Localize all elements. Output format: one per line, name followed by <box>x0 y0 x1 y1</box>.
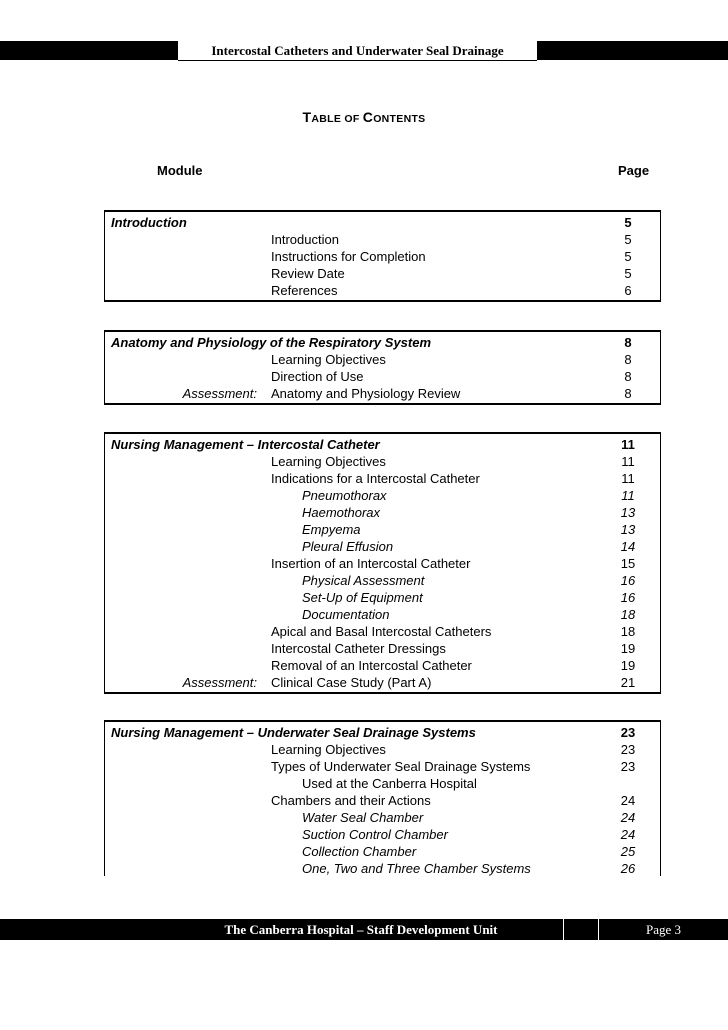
assessment-label: Assessment: <box>182 386 257 401</box>
toc-entry-title: Anatomy and Physiology of the Respiratory System <box>111 335 432 350</box>
toc-entry-title: Pleural Effusion <box>302 539 394 554</box>
toc-entry-page: 6 <box>624 283 632 298</box>
toc-entry-page: 16 <box>620 573 636 588</box>
toc-entry-title: Anatomy and Physiology Review <box>271 386 461 401</box>
footer-page-number: Page 3 <box>645 922 682 937</box>
toc-entry-page: 13 <box>620 522 636 537</box>
toc-entry <box>105 843 660 860</box>
toc-entry-page: 25 <box>620 844 636 859</box>
toc-entry <box>105 809 660 826</box>
toc-entry-page: 14 <box>620 539 636 554</box>
toc-entry-page: 5 <box>624 249 632 264</box>
toc-entry-page: 26 <box>620 861 636 876</box>
toc-entry <box>105 368 660 385</box>
toc-entry <box>105 674 660 691</box>
toc-entry-title: Apical and Basal Intercostal Catheters <box>271 624 492 639</box>
toc-entry <box>105 826 660 843</box>
toc-entry <box>105 606 660 623</box>
toc-entry-title: Pneumothorax <box>302 488 387 503</box>
toc-entry-page: 18 <box>620 607 636 622</box>
toc-entry <box>105 248 660 265</box>
toc-entry <box>105 504 660 521</box>
toc-entry-page: 18 <box>620 624 636 639</box>
toc-entry-title: Learning Objectives <box>271 742 386 757</box>
toc-entry-title: Physical Assessment <box>302 573 425 588</box>
toc-entry-title: Chambers and their Actions <box>271 793 431 808</box>
toc-entry <box>105 572 660 589</box>
toc-entry <box>105 265 660 282</box>
toc-entry-title: Review Date <box>271 266 345 281</box>
toc-entry-page: 13 <box>620 505 636 520</box>
toc-entry <box>105 741 660 758</box>
module-column-header: Module <box>157 163 203 178</box>
toc-entry-title: Intercostal Catheter Dressings <box>271 641 446 656</box>
toc-entry <box>105 775 660 792</box>
header-bar-left <box>0 41 178 60</box>
toc-entry <box>105 231 660 248</box>
toc-entry-title: Indications for a Intercostal Catheter <box>271 471 480 486</box>
toc-section-underwater-seal <box>104 720 661 876</box>
footer-org: The Canberra Hospital – Staff Development Unit <box>224 922 498 937</box>
assessment-label: Assessment: <box>182 675 257 690</box>
toc-entry-page: 5 <box>624 215 632 230</box>
toc-entry-page: 19 <box>620 641 636 656</box>
toc-entry-title: Introduction <box>111 215 187 230</box>
toc-title <box>0 109 728 125</box>
toc-entry-title: Empyema <box>302 522 361 537</box>
toc-entry <box>105 351 660 368</box>
toc-entry <box>105 589 660 606</box>
toc-entry-page: 23 <box>620 742 636 757</box>
toc-title-part: ONTENTS <box>373 113 426 125</box>
toc-entry-page: 11 <box>621 437 635 452</box>
toc-entry <box>105 792 660 809</box>
toc-title-part: C <box>362 109 374 125</box>
toc-entry-page: 23 <box>620 759 636 774</box>
toc-entry-page: 19 <box>620 658 636 673</box>
toc-entry-page: 11 <box>621 471 635 486</box>
toc-section-heading <box>105 436 660 453</box>
toc-entry-title: Collection Chamber <box>302 844 417 859</box>
toc-entry <box>105 453 660 470</box>
toc-section-introduction <box>104 210 661 302</box>
page-column-header: Page <box>618 163 650 178</box>
footer-divider <box>563 919 564 940</box>
toc-entry-title: References <box>271 283 338 298</box>
toc-entry-title: Removal of an Intercostal Catheter <box>271 658 472 673</box>
toc-entry-title: Introduction <box>271 232 339 247</box>
toc-section-intercostal-catheter <box>104 432 661 694</box>
toc-entry-page: 15 <box>620 556 636 571</box>
toc-entry-title: Documentation <box>302 607 390 622</box>
toc-entry <box>105 758 660 775</box>
toc-entry-title: Direction of Use <box>271 369 364 384</box>
toc-entry <box>105 538 660 555</box>
toc-entry-page: 8 <box>624 369 632 384</box>
toc-entry-title: Set-Up of Equipment <box>302 590 423 605</box>
toc-entry-title: Used at the Canberra Hospital <box>302 776 477 791</box>
toc-entry-title: Learning Objectives <box>271 454 386 469</box>
toc-entry <box>105 555 660 572</box>
toc-entry <box>105 860 660 877</box>
toc-entry-title: Haemothorax <box>302 505 381 520</box>
toc-entry <box>105 470 660 487</box>
header-underline <box>178 60 537 61</box>
toc-entry-title: Suction Control Chamber <box>302 827 448 842</box>
header-bar-right <box>537 41 728 60</box>
toc-entry <box>105 487 660 504</box>
toc-section-anatomy <box>104 330 661 405</box>
toc-entry <box>105 521 660 538</box>
toc-entry-title: Instructions for Completion <box>271 249 426 264</box>
toc-entry-title: Types of Underwater Seal Drainage Systems <box>271 759 531 774</box>
toc-entry-page: 5 <box>624 232 632 247</box>
toc-entry-page: 24 <box>620 810 636 825</box>
toc-title-part: T <box>302 109 312 125</box>
toc-entry-page: 16 <box>620 590 636 605</box>
toc-entry <box>105 640 660 657</box>
toc-entry-page: 23 <box>620 725 636 740</box>
toc-entry-page: 24 <box>620 793 636 808</box>
toc-section-heading <box>105 724 660 741</box>
toc-entry-title: Nursing Management – Intercostal Catheter <box>111 437 380 452</box>
toc-entry-page: 21 <box>620 675 636 690</box>
toc-entry-title: Water Seal Chamber <box>302 810 424 825</box>
toc-section-heading <box>105 214 660 231</box>
toc-entry-title: Nursing Management – Underwater Seal Drainage Systems <box>111 725 476 740</box>
toc-entry-title: One, Two and Three Chamber Systems <box>302 861 531 876</box>
toc-entry-page: 8 <box>624 352 632 367</box>
toc-entry-page: 8 <box>624 386 632 401</box>
toc-entry <box>105 385 660 402</box>
toc-section-heading <box>105 334 660 351</box>
toc-entry-page: 8 <box>624 335 632 350</box>
running-header-title: Intercostal Catheters and Underwater Seal Drainage <box>211 43 504 58</box>
toc-title-part: ABLE OF <box>311 113 363 125</box>
toc-entry-page: 24 <box>620 827 636 842</box>
toc-entry-page: 11 <box>621 454 635 469</box>
toc-entry <box>105 282 660 299</box>
toc-entry-title: Clinical Case Study (Part A) <box>271 675 432 690</box>
toc-entry-page: 5 <box>624 266 632 281</box>
toc-entry <box>105 657 660 674</box>
toc-entry <box>105 623 660 640</box>
toc-entry-page: 11 <box>621 488 635 503</box>
toc-entry-title: Learning Objectives <box>271 352 386 367</box>
toc-entry-title: Insertion of an Intercostal Catheter <box>271 556 471 571</box>
